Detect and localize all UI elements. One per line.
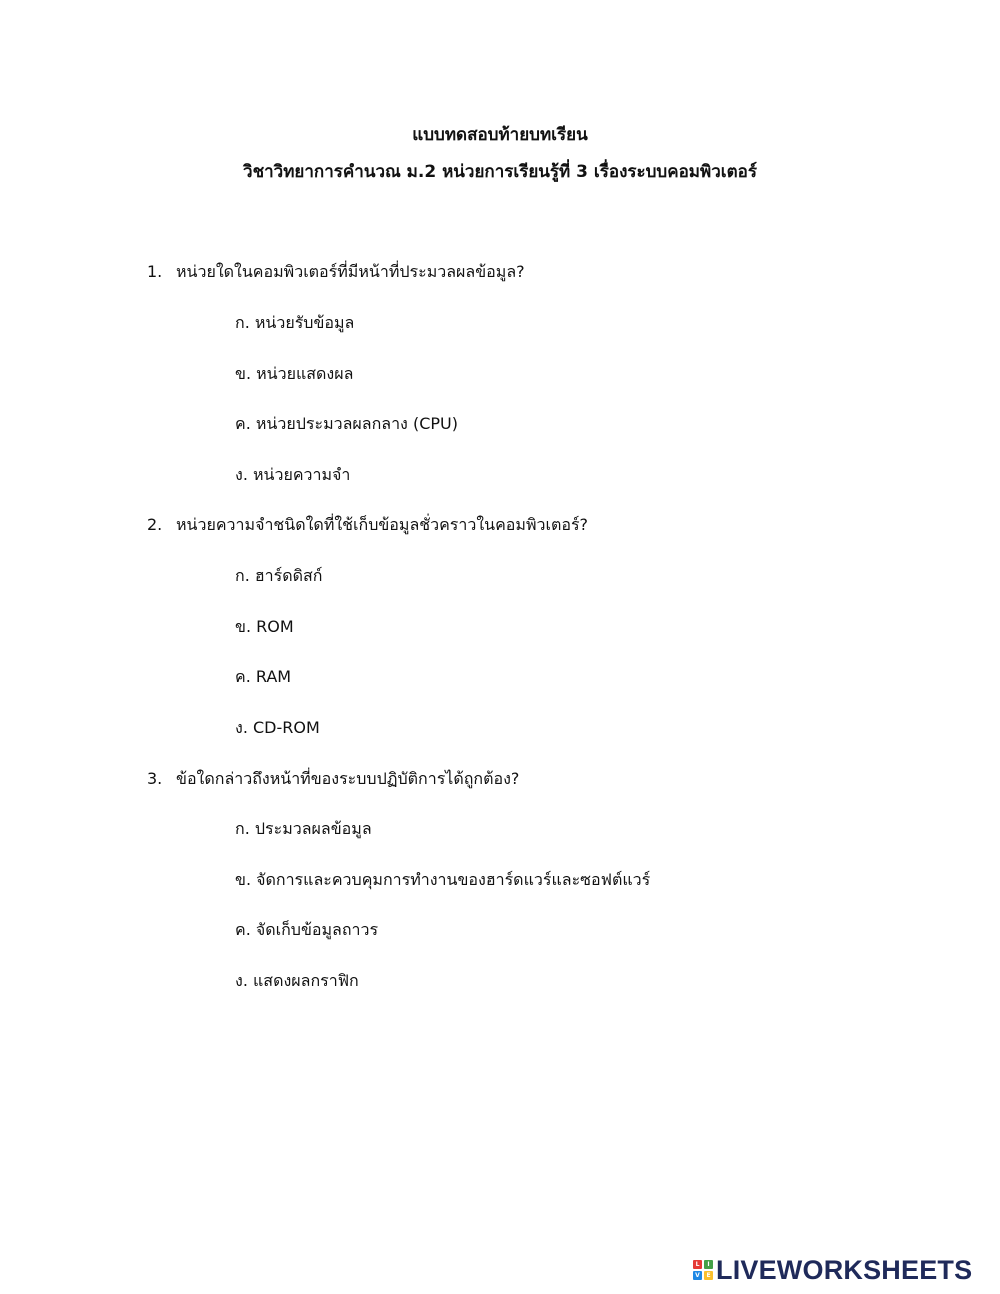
q2-option-c[interactable]: ค. RAM [235,667,292,686]
q3-option-c[interactable]: ค. จัดเก็บข้อมูลถาวร [235,920,379,939]
q2-option-b[interactable]: ข. ROM [235,617,294,636]
question-text: ข้อใดกล่าวถึงหน้าที่ของระบบปฏิบัติการได้ถูกต้อง? [176,769,520,788]
q1-option-a[interactable]: ก. หน่วยรับข้อมูล [235,313,355,332]
q2-option-d[interactable]: ง. CD-ROM [235,718,320,737]
question-number: 3. [147,769,163,788]
question-2 [147,514,588,536]
logo-tile: E [704,1271,713,1280]
q3-option-a[interactable]: ก. ประมวลผลข้อมูล [235,819,372,838]
question-number: 1. [147,262,163,281]
question-number: 2. [147,515,163,534]
q3-option-b[interactable]: ข. จัดการและควบคุมการทำงานของฮาร์ดแวร์และซอฟต์แวร์ [235,870,651,889]
worksheet-subtitle: วิชาวิทยาการคำนวณ ม.2 หน่วยการเรียนรู้ที่ 3 เรื่องระบบคอมพิวเตอร์ [243,162,757,182]
logo-text: LIVEWORKSHEETS [716,1255,973,1285]
q3-option-d[interactable]: ง. แสดงผลกราฟิก [235,971,359,990]
question-text: หน่วยใดในคอมพิวเตอร์ที่มีหน้าที่ประมวลผลข้อมูล? [176,262,525,281]
q1-option-c[interactable]: ค. หน่วยประมวลผลกลาง (CPU) [235,414,458,433]
logo-tile: I [704,1260,713,1269]
logo-tile: L [693,1260,702,1269]
q1-option-d[interactable]: ง. หน่วยความจำ [235,465,351,484]
q1-option-b[interactable]: ข. หน่วยแสดงผล [235,364,354,383]
question-text: หน่วยความจำชนิดใดที่ใช้เก็บข้อมูลชั่วคราวในคอมพิวเตอร์? [176,515,589,534]
logo-tile: V [693,1271,702,1280]
worksheet-title: แบบทดสอบท้ายบทเรียน [412,125,588,145]
liveworksheets-logo [693,1256,972,1284]
logo-tiles-icon [693,1260,713,1280]
question-1 [147,261,525,283]
q2-option-a[interactable]: ก. ฮาร์ดดิสก์ [235,566,323,585]
question-3 [147,768,519,790]
